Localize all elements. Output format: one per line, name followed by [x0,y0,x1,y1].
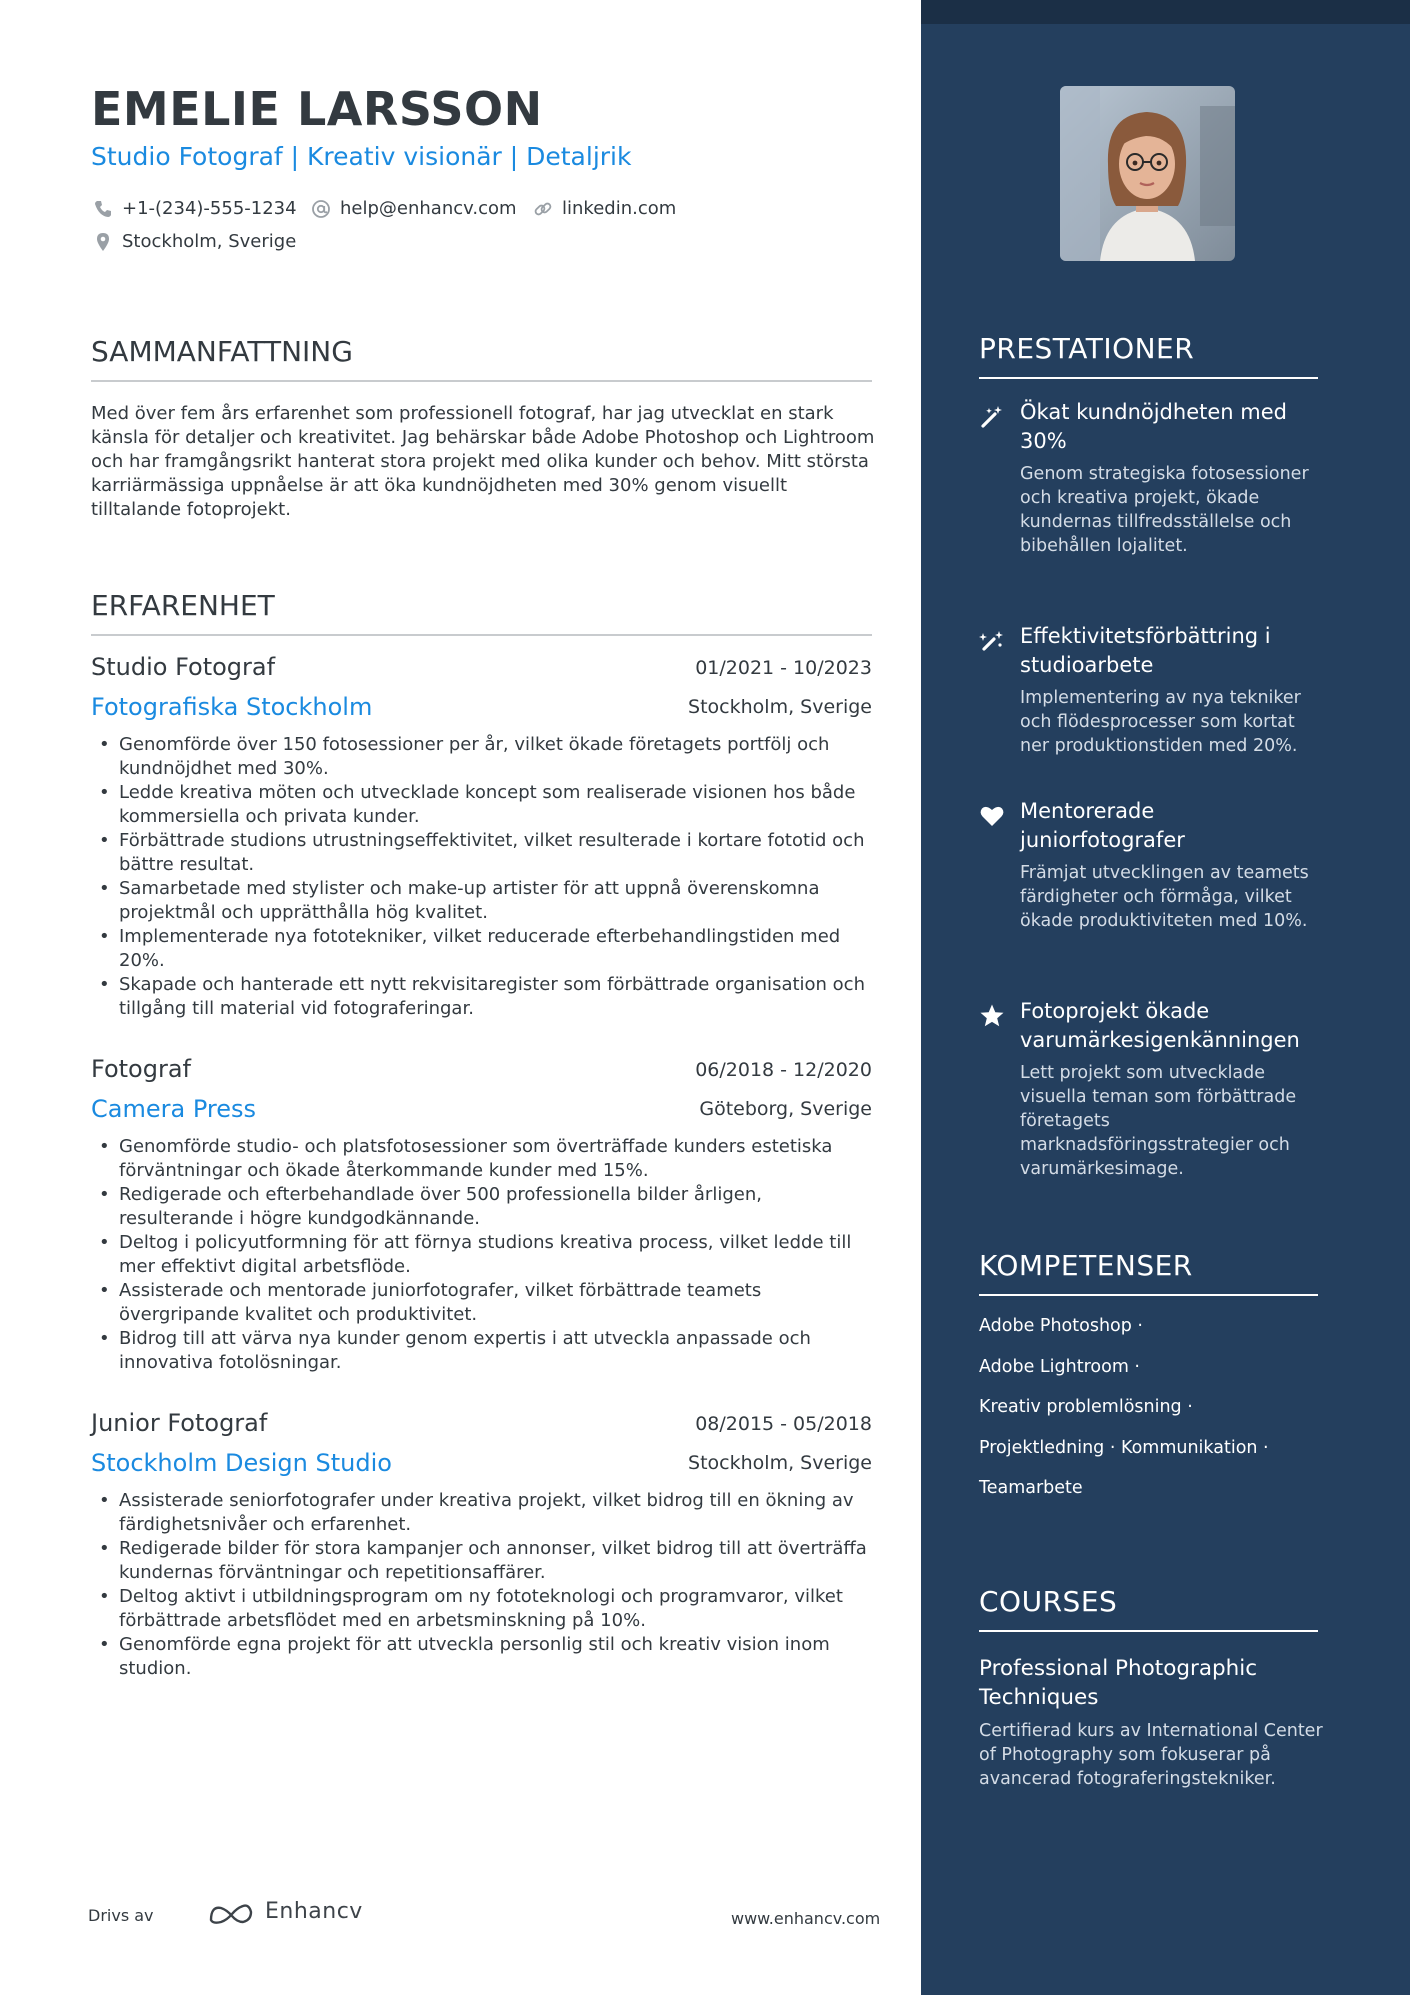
job-bullet: • Genomförde över 150 fotosessioner per år, vilket ökade företagets portfölj och kundnöjdhet med 30%. [91,733,872,781]
job-bullet: • Bidrog till att värva nya kunder genom expertis i att utveckla anpassade och innovativa fotolösningar. [91,1327,872,1375]
contact-location [93,231,296,252]
job-location: Stockholm, Sverige [688,1452,872,1474]
job-company[interactable]: Stockholm Design Studio [91,1449,392,1477]
contact-phone[interactable] [93,198,297,219]
achievement-item [979,622,1324,758]
job-entry [91,653,872,1021]
contact-email[interactable] [311,198,517,219]
job-location: Göteborg, Sverige [699,1098,872,1120]
profile-photo [1060,86,1235,261]
resume-name: EMELIE LARSSON [91,82,543,136]
job-company[interactable]: Camera Press [91,1095,256,1123]
contact-linkedin-text: linkedin.com [562,198,677,219]
contact-phone-text: +1-(234)-555-1234 [122,198,297,219]
job-entry [91,1409,872,1681]
footer-brand: Enhancv [265,1899,363,1924]
job-dates: 08/2015 - 05/2018 [695,1413,872,1435]
achievement-item [979,997,1324,1181]
skills-list [979,1316,1324,1519]
achievement-text: Lett projekt som utvecklade visuella teman som förbättrade företagets marknadsföringsstrategier och varumärkesimage. [1020,1063,1297,1179]
magic-wand-icon [979,404,1005,430]
job-entry [91,1055,872,1375]
contact-linkedin[interactable] [533,198,676,219]
job-bullet: • Genomförde egna projekt för att utveckla personlig stil och kreativ vision inom studion. [91,1633,872,1681]
portrait-image-icon [1060,86,1235,261]
achievement-title: Effektivitetsförbättring i studioarbete [1020,624,1271,677]
job-bullet: • Redigerade bilder för stora kampanjer och annonser, vilket bidrog till att överträffa kundernas förväntningar och repetitionsaffärer. [91,1537,872,1585]
contact-email-text: help@enhancv.com [340,198,517,219]
job-bullet: • Förbättrade studions utrustningseffektivitet, vilket resulterade i kortare fototid och bättre resultat. [91,829,872,877]
achievement-text: Implementering av nya tekniker och flödesprocesser som kortat ner produktionstiden med 20%. [1020,688,1301,756]
achievement-item [979,398,1324,558]
course-title: Professional Photographic Techniques [979,1656,1258,1710]
achievement-title: Mentorerade juniorfotografer [1020,799,1185,852]
skill-row: Adobe Photoshop · [979,1316,1143,1336]
job-bullet: • Samarbetade med stylister och make-up artister för att uppnå överenskomna projektmål och upprätthålla hög kvalitet. [91,877,872,925]
job-bullets [91,1135,872,1375]
skill-row: Kreativ problemlösning · [979,1397,1193,1417]
skill-row: Adobe Lightroom · [979,1356,1140,1377]
job-bullets [91,733,872,1021]
location-pin-icon [93,232,113,252]
job-bullet: • Skapade och hanterade ett nytt rekvisitaregister som förbättrade organisation och tillgång till material vid fotograferingar. [91,973,872,1021]
job-bullet: • Ledde kreativa möten och utvecklade koncept som realiserade visionen hos både kommersiella och privata kunder. [91,781,872,829]
phone-icon [93,199,113,219]
achievement-item [979,797,1324,933]
course-text: Certifierad kurs av International Center of Photography som fokuserar på avancerad fotograferingstekniker. [979,1721,1323,1789]
job-bullets [91,1489,872,1681]
heart-icon [979,803,1005,829]
enhancv-logo-icon [207,1898,257,1930]
at-icon [311,199,331,219]
job-title: Fotograf [91,1055,191,1083]
footer-logo[interactable] [207,1898,367,1930]
resume-tagline: Studio Fotograf | Kreativ visionär | Detaljrik [91,142,632,171]
job-bullet: • Genomförde studio- och platsfotosessioner som överträffade kunders estetiska förväntningar och ökade återkommande kunder med 15%. [91,1135,872,1183]
skills-heading: KOMPETENSER [979,1249,1318,1296]
experience-heading: ERFARENHET [91,589,872,636]
job-location: Stockholm, Sverige [688,696,872,718]
job-company[interactable]: Fotografiska Stockholm [91,693,373,721]
job-dates: 06/2018 - 12/2020 [695,1059,872,1081]
achievement-text: Främjat utvecklingen av teamets färdigheter och förmåga, vilket ökade produktiviteten med 10%. [1020,863,1309,931]
footer-powered-by: Drivs av [88,1906,154,1925]
skill-row: Projektledning · Kommunikation · [979,1437,1269,1458]
link-icon [533,199,553,219]
achievement-text: Genom strategiska fotosessioner och kreativa projekt, ökade kundernas tillfredsställelse och bibehållen lojalitet. [1020,464,1309,556]
job-title: Studio Fotograf [91,653,276,681]
job-bullet: • Assisterade och mentorade juniorfotografer, vilket förbättrade teamets övergripande kvalitet och produktivitet. [91,1279,872,1327]
achievement-title: Ökat kundnöjdheten med 30% [1020,400,1287,453]
job-bullet: • Implementerade nya fototekniker, vilket reducerade efterbehandlingstiden med 20%. [91,925,872,973]
job-bullet: • Assisterade seniorfotografer under kreativa projekt, vilket bidrog till en ökning av färdighetsnivåer och erfarenhet. [91,1489,872,1537]
footer-url[interactable]: www.enhancv.com [731,1909,881,1928]
job-bullet: • Deltog aktivt i utbildningsprogram om ny fototeknologi och programvaror, vilket förbättrade arbetsflödet med en arbetsminskning på 10%. [91,1585,872,1633]
courses-heading: COURSES [979,1585,1318,1632]
sidebar [921,0,1410,1995]
job-dates: 01/2021 - 10/2023 [695,657,872,679]
achievement-title: Fotoprojekt ökade varumärkesigenkänningen [1020,999,1300,1052]
contact-location-text: Stockholm, Sverige [122,231,297,252]
star-icon [979,1003,1005,1029]
wand-sparkle-icon [979,628,1005,654]
summary-heading: SAMMANFATTNING [91,335,872,382]
job-bullet: • Deltog i policyutformning för att förnya studions kreativa process, vilket ledde till mer effektivt digital arbetsflöde. [91,1231,872,1279]
achievements-heading: PRESTATIONER [979,332,1318,379]
job-bullet: • Redigerade och efterbehandlade över 500 professionella bilder årligen, resulterande i högre kundgodkännande. [91,1183,872,1231]
job-title: Junior Fotograf [91,1409,268,1437]
summary-text: Med över fem års erfarenhet som professionell fotograf, har jag utvecklat en stark känsla för detaljer och kreativitet. Jag behärskar både Adobe Photoshop och Lightroom och har framgångsrikt hanterat stora projekt med olika kunder och behov. Mitt största karriärmässiga uppnåelse är att öka kundnöjdheten med 30% genom visuellt tilltalande fotoprojekt. [91,403,875,520]
sidebar-top-band [921,0,1410,24]
skill-row: Teamarbete [979,1478,1083,1498]
